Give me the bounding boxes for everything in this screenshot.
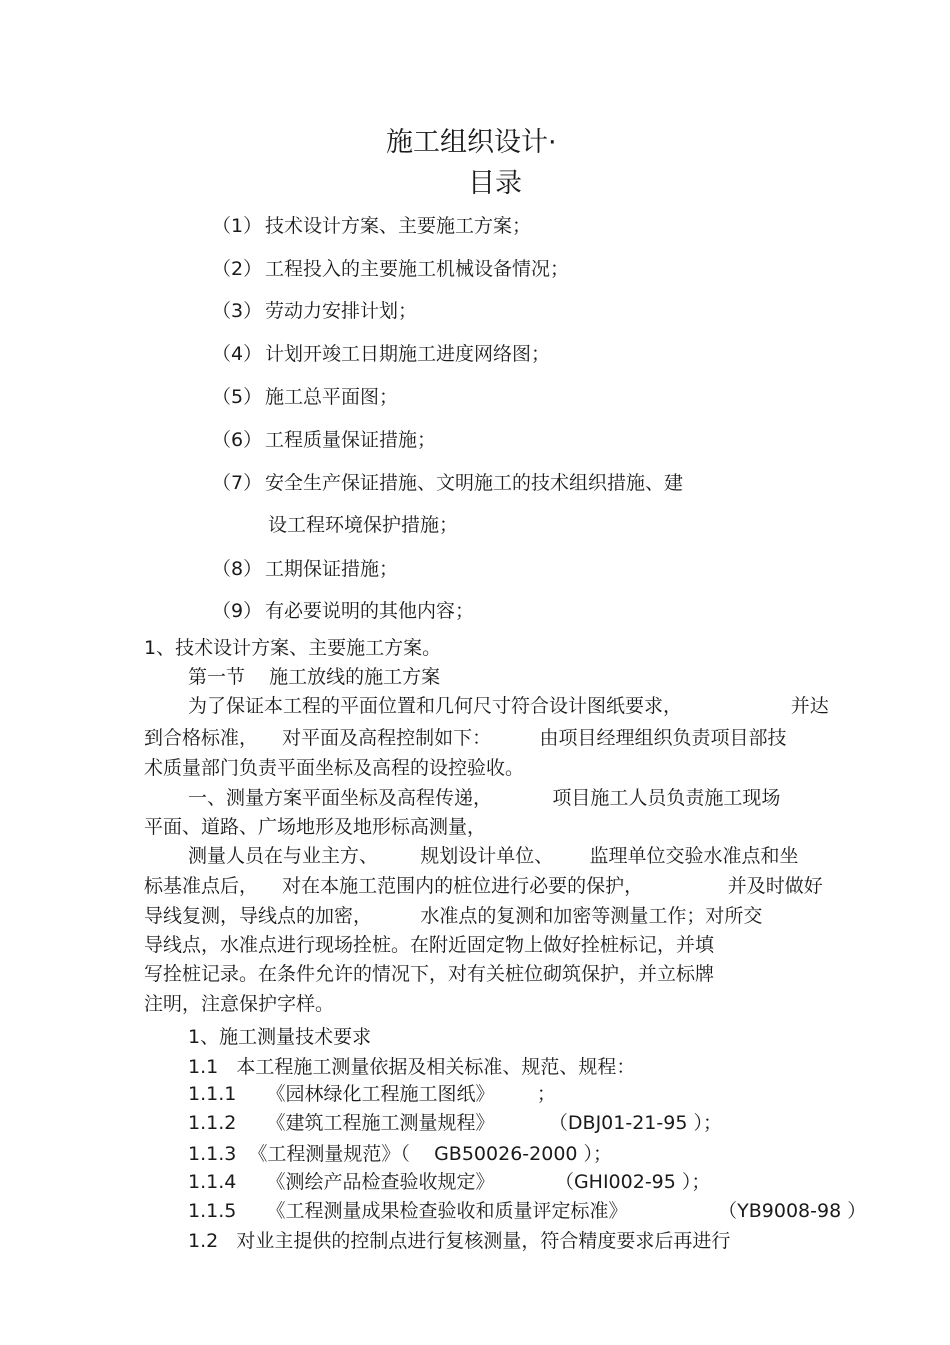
reference-item: 1.1.1 《园林绿化工程施工图纸》 ；	[188, 1083, 556, 1105]
toc-item-text: 计划开竣工日期施工进度网络图；	[265, 343, 551, 365]
body-line: 为了保证本工程的平面位置和几何尺寸符合设计图纸要求， 并达	[188, 695, 829, 717]
body-line: 写拴桩记录。在条件允许的情况下，对有关桩位砌筑保护，并立标牌	[144, 963, 715, 985]
reference-item: 1.1.4 《测绘产品检查验收规定》 （GHI002-95 ）；	[188, 1171, 711, 1193]
body-line: 注明，注意保护字样。	[144, 993, 335, 1015]
toc-item-text: 工程质量保证措施；	[265, 429, 437, 451]
body-line: 1.2 对业主提供的控制点进行复核测量，符合精度要求后再进行	[188, 1230, 731, 1252]
toc-item-text: 劳动力安排计划；	[265, 300, 418, 322]
body-line: 1.1 本工程施工测量依据及相关标准、规范、规程：	[188, 1056, 636, 1078]
toc-item-number: （1）	[212, 215, 263, 237]
toc-item-text: 技术设计方案、主要施工方案；	[265, 215, 532, 237]
reference-item: 1.1.2 《建筑工程施工测量规程》 （DBJ01-21-95 ）；	[188, 1112, 722, 1134]
body-line: 一、测量方案平面坐标及高程传递， 项目施工人员负责施工现场	[188, 787, 781, 809]
toc-item-text: 安全生产保证措施、文明施工的技术组织措施、建	[265, 472, 684, 494]
body-line: 术质量部门负责平面坐标及高程的设控验收。	[144, 757, 525, 779]
toc-item-number: （7）	[212, 472, 263, 494]
body-line: 导线复测，导线点的加密， 水准点的复测和加密等测量工作；对所交	[144, 905, 763, 927]
body-line: 测量人员在与业主方、 规划设计单位、 监理单位交验水准点和坐	[188, 845, 799, 867]
reference-item: 1.1.3 《工程测量规范》（ GB50026-2000 ）；	[188, 1143, 613, 1165]
reference-item: 1.1.5 《工程测量成果检查验收和质量评定标准》 （YB9008-98 ）	[188, 1200, 867, 1222]
toc-item-number: （6）	[212, 429, 263, 451]
toc-item-text: 有必要说明的其他内容；	[265, 600, 475, 622]
body-line: 到合格标准， 对平面及高程控制如下： 由项目经理组织负责项目部技	[144, 727, 787, 749]
toc-item-number: （3）	[212, 300, 263, 322]
toc-item-text: 工期保证措施；	[265, 558, 399, 580]
subsection-heading: 第一节 施工放线的施工方案	[188, 666, 441, 688]
toc-item-text: 设工程环境保护措施；	[268, 514, 459, 536]
toc-item-number: （9）	[212, 600, 263, 622]
toc-item-number: （5）	[212, 386, 263, 408]
section-heading: 1、技术设计方案、主要施工方案。	[144, 637, 442, 659]
toc-item-number: （8）	[212, 558, 263, 580]
body-line: 导线点，水准点进行现场拴桩。在附近固定物上做好拴桩标记，并填	[144, 934, 715, 956]
toc-item-text: 施工总平面图；	[265, 386, 399, 408]
body-line: 平面、道路、广场地形及地形标高测量，	[144, 816, 487, 838]
toc-item-number: （2）	[212, 258, 263, 280]
document-subtitle: 目录	[468, 168, 522, 199]
toc-item-number: （4）	[212, 343, 263, 365]
subsection-heading: 1、施工测量技术要求	[188, 1026, 372, 1048]
body-line: 标基准点后， 对在本施工范围内的桩位进行必要的保护， 并及时做好	[144, 875, 823, 897]
toc-item-text: 工程投入的主要施工机械设备情况；	[265, 258, 570, 280]
document-title: 施工组织设计·	[386, 127, 557, 158]
